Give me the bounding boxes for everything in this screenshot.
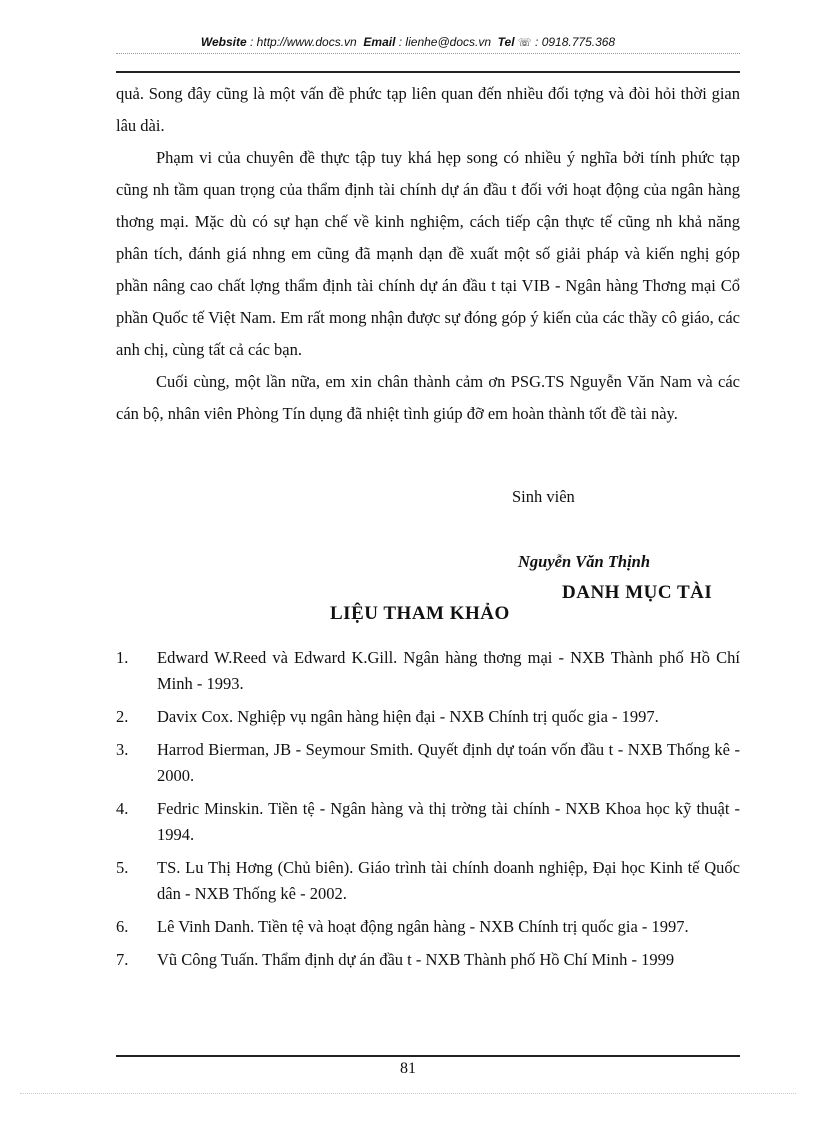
website-label: Website <box>200 35 247 49</box>
website-value: : http://www.docs.vn <box>250 35 357 49</box>
reference-number: 4. <box>116 799 129 818</box>
reference-item <box>116 855 740 907</box>
tel-label: Tel <box>497 35 515 49</box>
references-title-line1: DANH MỤC TÀI <box>562 582 713 603</box>
page-number: 81 <box>400 1060 416 1077</box>
header-divider <box>116 53 740 54</box>
reference-number: 7. <box>116 950 129 969</box>
reference-text: Lê Vinh Danh. Tiền tệ và hoạt động ngân hàng - NXB Chính trị quốc gia - 1997. <box>157 917 689 936</box>
footer-divider <box>20 1093 796 1094</box>
references-list <box>116 645 740 980</box>
reference-text: Davix Cox. Nghiệp vụ ngân hàng hiện đại - NXB Chính trị quốc gia - 1997. <box>157 707 659 726</box>
reference-number: 1. <box>116 648 129 667</box>
reference-text: Edward W.Reed và Edward K.Gill. Ngân hàng thơng mại - NXB Thành phố Hồ Chí Minh - 1993. <box>157 648 740 693</box>
reference-item <box>116 947 740 973</box>
paragraph-3: Cuối cùng, một lần nữa, em xin chân thành cảm ơn PSG.TS Nguyễn Văn Nam và các cán bộ, nhân viên Phòng Tín dụng đã nhiệt tình giúp đỡ em hoàn thành tốt đề tài này. <box>116 372 740 423</box>
reference-item <box>116 704 740 730</box>
reference-item <box>116 796 740 848</box>
page-header <box>0 35 816 49</box>
paragraph-2: Phạm vi của chuyên đề thực tập tuy khá hẹp song có nhiều ý nghĩa bởi tính phức tạp cũng nh tầm quan trọng của thẩm định tài chính dự án đầu t đối với hoạt động của ngân hàng thơng mại. Mặc dù có sự hạn chế về kinh nghiệm, cách tiếp cận thực tế cũng nh khả năng phân tích, đánh giá nhng em cũng đã mạnh dạn đề xuất một số giải pháp và kiến nghị góp phần nâng cao chất lợng thẩm định tài chính dự án đầu t tại VIB - Ngân hàng Thơng mại Cổ phần Quốc tế Việt Nam. Em rất mong nhận được sự đóng góp ý kiến của các thầy cô giáo, các anh chị, cùng tất cả các bạn. <box>116 148 740 359</box>
reference-item <box>116 914 740 940</box>
signature-label: Sinh viên <box>512 487 575 506</box>
reference-text: Fedric Minskin. Tiền tệ - Ngân hàng và thị trờng tài chính - NXB Khoa học kỹ thuật - 1994. <box>157 799 740 844</box>
signature-name: Nguyễn Văn Thịnh <box>518 552 651 571</box>
reference-number: 2. <box>116 707 129 726</box>
body-text <box>116 78 740 430</box>
reference-text: TS. Lu Thị Hơng (Chủ biên). Giáo trình tài chính doanh nghiệp, Đại học Kinh tế Quốc dân - NXB Thống kê - 2002. <box>157 858 740 903</box>
email-label: Email <box>363 35 396 49</box>
top-rule <box>116 71 740 73</box>
paragraph-1: quả. Song đây cũng là một vấn đề phức tạp liên quan đến nhiều đối tợng và đòi hỏi thời gian lâu dài. <box>116 84 740 135</box>
reference-number: 5. <box>116 858 129 877</box>
email-value: : lienhe@docs.vn <box>398 35 491 49</box>
telephone-icon: ☏ <box>517 37 532 49</box>
tel-value: : 0918.775.368 <box>535 35 616 49</box>
reference-number: 3. <box>116 740 129 759</box>
reference-text: Vũ Công Tuấn. Thẩm định dự án đầu t - NXB Thành phố Hồ Chí Minh - 1999 <box>157 950 675 969</box>
reference-number: 6. <box>116 917 129 936</box>
references-title-line2: LIỆU THAM KHẢO <box>330 603 510 624</box>
bottom-rule <box>116 1055 740 1057</box>
reference-item <box>116 645 740 697</box>
reference-text: Harrod Bierman, JB - Seymour Smith. Quyết định dự toán vốn đầu t - NXB Thống kê - 2000. <box>157 740 740 785</box>
reference-item <box>116 737 740 789</box>
